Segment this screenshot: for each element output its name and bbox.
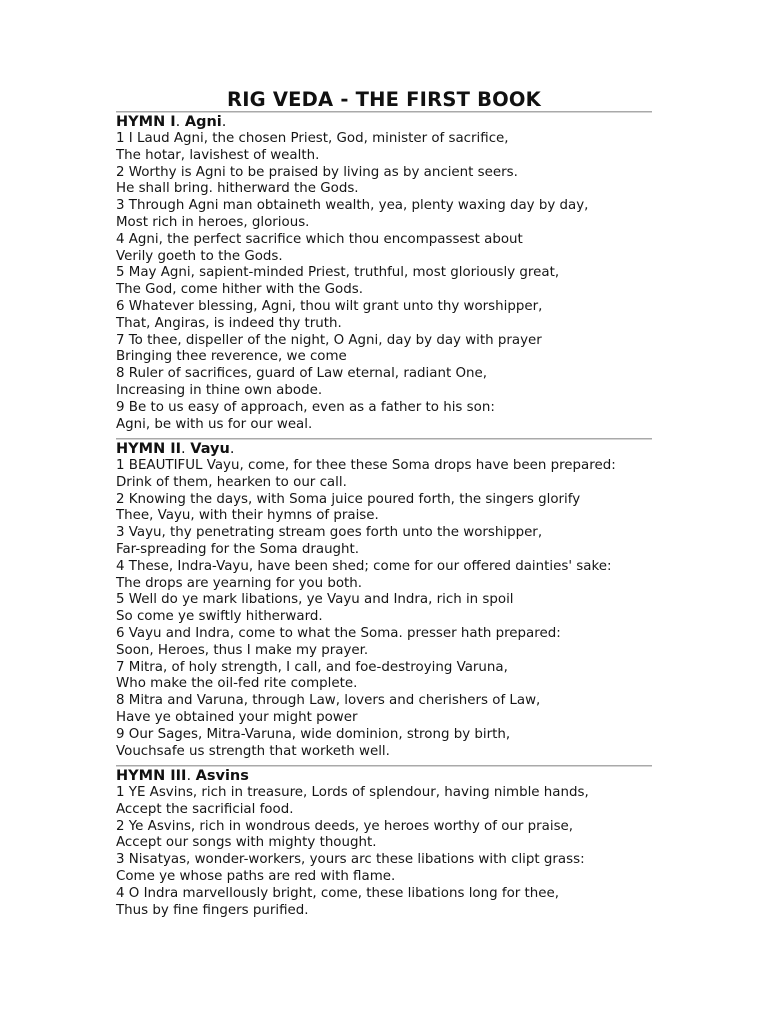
verse-line: 1 BEAUTIFUL Vayu, come, for thee these Soma drops have been prepared: xyxy=(116,458,616,473)
verse-line: 4 Agni, the perfect sacrifice which thou encompassest about xyxy=(116,231,523,247)
verse-line: 4 These, Indra-Vayu, have been shed; come for our offered dainties' sake: xyxy=(116,558,612,574)
verse-line: 7 To thee, dispeller of the night, O Agni, day by day with prayer xyxy=(116,332,542,348)
hymn-name: Asvins xyxy=(195,768,249,784)
verse-line: 8 Ruler of sacrifices, guard of Law eternal, radiant One, xyxy=(116,366,487,382)
hymn-section xyxy=(116,765,652,919)
verse-line: 5 May Agni, sapient-minded Priest, truthful, most gloriously great, xyxy=(116,265,560,281)
verse-line: Far-spreading for the Soma draught. xyxy=(116,541,360,557)
verse-line: 2 Worthy is Agni to be praised by living as by ancient seers. xyxy=(116,164,518,180)
hymn-verses xyxy=(116,785,652,919)
hymn-number: HYMN III xyxy=(116,768,187,784)
verse-line: The God, come hither with the Gods. xyxy=(116,282,363,298)
hymn-heading: HYMN II. Vayu. xyxy=(116,441,235,457)
verse-line: Come ye whose paths are red with flame. xyxy=(116,868,396,884)
verse-line: Thee, Vayu, with their hymns of praise. xyxy=(116,508,379,524)
hymn-verses xyxy=(116,131,652,433)
verse-line: 7 Mitra, of holy strength, I call, and foe-destroying Varuna, xyxy=(116,659,508,675)
hymn-heading: HYMN III. Asvins xyxy=(116,768,249,784)
section-divider xyxy=(116,111,652,113)
verse-line: 2 Knowing the days, with Soma juice poured forth, the singers glorify xyxy=(116,491,581,507)
verse-line: Soon, Heroes, thus I make my prayer. xyxy=(116,642,369,658)
verse-line: 1 I Laud Agni, the chosen Priest, God, minister of sacrifice, xyxy=(116,131,509,146)
verse-line: Accept our songs with mighty thought. xyxy=(116,835,377,851)
verse-line: He shall bring. hitherward the Gods. xyxy=(116,181,359,197)
verse-line: Accept the sacrificial food. xyxy=(116,801,294,817)
verse-line: Verily goeth to the Gods. xyxy=(116,248,283,264)
verse-line: So come ye swiftly hitherward. xyxy=(116,609,323,625)
verse-line: That, Angiras, is indeed thy truth. xyxy=(116,315,342,331)
hymn-number: HYMN II xyxy=(116,441,182,457)
verse-line: 5 Well do ye mark libations, ye Vayu and Indra, rich in spoil xyxy=(116,592,514,608)
section-divider xyxy=(116,438,652,440)
hymn-section xyxy=(116,111,652,433)
verse-line: 1 YE Asvins, rich in treasure, Lords of splendour, having nimble hands, xyxy=(116,785,589,800)
verse-line: 4 O Indra marvellously bright, come, these libations long for thee, xyxy=(116,885,559,901)
verse-line: The hotar, lavishest of wealth. xyxy=(116,147,320,163)
document-title: RIG VEDA - THE FIRST BOOK xyxy=(226,88,541,111)
verse-line: Have ye obtained your might power xyxy=(116,709,358,725)
verse-line: 3 Vayu, thy penetrating stream goes forth unto the worshipper, xyxy=(116,525,543,541)
verse-line: 2 Ye Asvins, rich in wondrous deeds, ye heroes worthy of our praise, xyxy=(116,818,574,834)
verse-line: Most rich in heroes, glorious. xyxy=(116,214,310,230)
hymn-verses xyxy=(116,458,652,760)
verse-line: Who make the oil-fed rite complete. xyxy=(116,676,358,692)
hymn-number: HYMN I xyxy=(116,114,176,130)
hymn-name: Vayu xyxy=(190,441,230,457)
verse-line: 3 Through Agni man obtaineth wealth, yea, plenty waxing day by day, xyxy=(116,198,589,214)
verse-line: Increasing in thine own abode. xyxy=(116,382,323,398)
verse-line: Drink of them, hearken to our call. xyxy=(116,474,347,490)
verse-line: Agni, be with us for our weal. xyxy=(116,416,313,432)
verse-line: Bringing thee reverence, we come xyxy=(116,349,347,365)
verse-line: 8 Mitra and Varuna, through Law, lovers and cherishers of Law, xyxy=(116,693,541,709)
section-divider xyxy=(116,765,652,767)
verse-line: 9 Be to us easy of approach, even as a father to his son: xyxy=(116,399,495,415)
hymn-section xyxy=(116,438,652,760)
verse-line: Vouchsafe us strength that worketh well. xyxy=(116,743,390,759)
verse-line: 6 Whatever blessing, Agni, thou wilt grant unto thy worshipper, xyxy=(116,298,543,314)
hymn-heading: HYMN I. Agni. xyxy=(116,114,227,130)
verse-line: 6 Vayu and Indra, come to what the Soma. presser hath prepared: xyxy=(116,625,561,641)
verse-line: 9 Our Sages, Mitra-Varuna, wide dominion, strong by birth, xyxy=(116,726,511,742)
verse-line: The drops are yearning for you both. xyxy=(116,575,363,591)
verse-line: 3 Nisatyas, wonder-workers, yours arc these libations with clipt grass: xyxy=(116,852,585,868)
verse-line: Thus by fine fingers purified. xyxy=(116,902,309,918)
hymn-name: Agni xyxy=(184,114,222,130)
